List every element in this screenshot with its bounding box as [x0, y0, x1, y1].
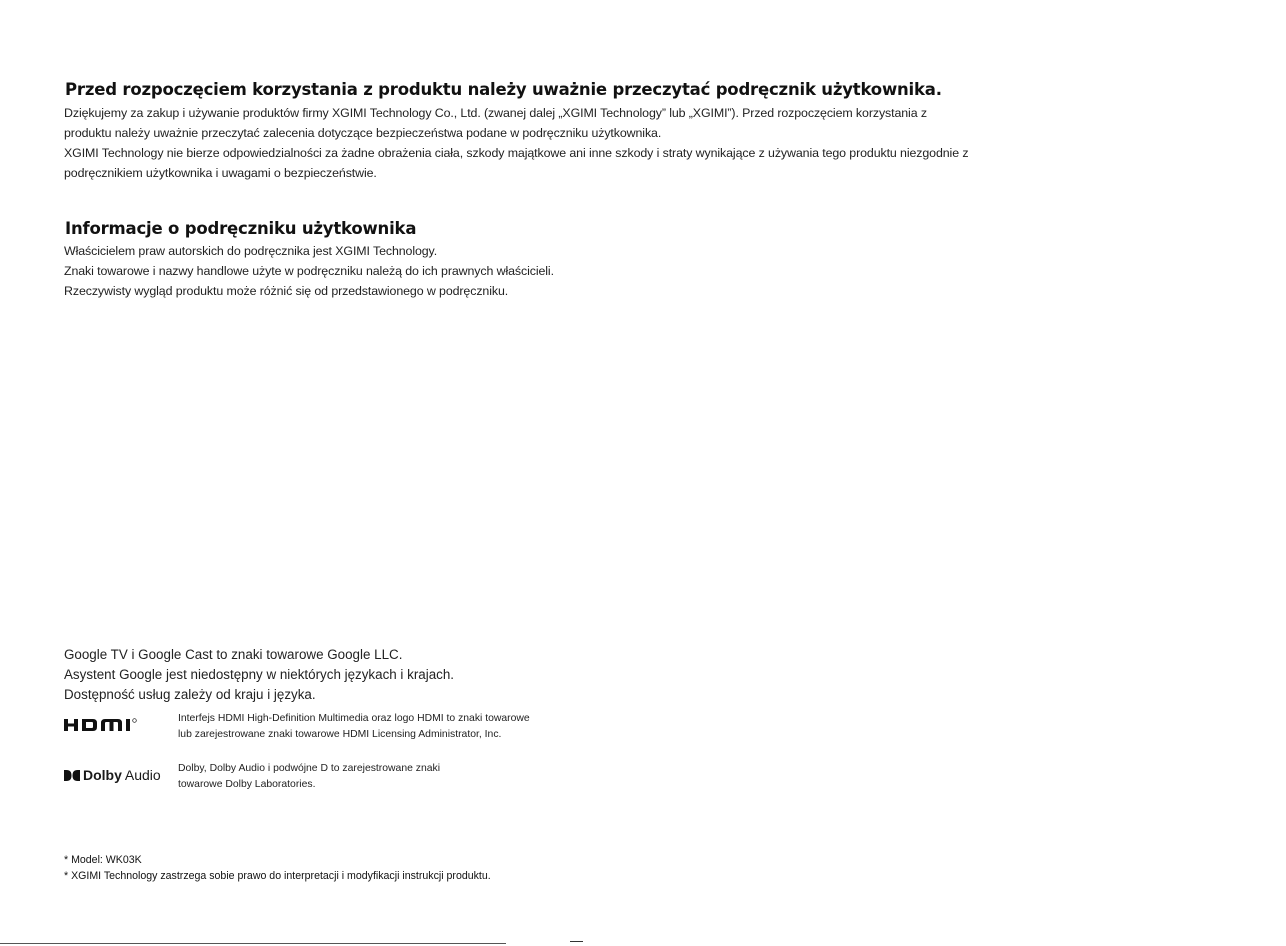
section-manual-info-body	[64, 241, 974, 301]
appearance-line: Rzeczywisty wygląd produktu może różnić się od przedstawionego w podręczniku.	[64, 284, 509, 298]
section-title-manual-info: Informacje o podręczniku użytkownika	[65, 219, 417, 238]
dolby-trademark-text: Dolby, Dolby Audio i podwójne D to zarejestrowane znaki towarowe Dolby Laboratories.	[178, 763, 441, 790]
google-trademark-line: Google TV i Google Cast to znaki towarowe Google LLC.	[64, 647, 403, 662]
dolby-logo-word: Dolby	[83, 767, 122, 783]
section-title-before-use: Przed rozpoczęciem korzystania z produktu należy uważnie przeczytać podręcznik użytkownika.	[65, 80, 942, 99]
copyright-line: Właścicielem praw autorskich do podręcznika jest XGIMI Technology.	[64, 244, 438, 258]
trademark-owners-line: Znaki towarowe i nazwy handlowe użyte w podręczniku należą do ich prawnych właścicieli.	[64, 264, 554, 278]
hdmi-logo-icon	[64, 718, 152, 732]
rights-note: * XGIMI Technology zastrzega sobie prawo do interpretacji i modyfikacji instrukcji produktu.	[64, 870, 491, 882]
hdmi-trademark-text: Interfejs HDMI High-Definition Multimedia oraz logo HDMI to znaki towarowe lub zarejestrowane znaki towarowe HDMI Licensing Administrator, Inc.	[178, 713, 530, 740]
model-note: * Model: WK03K	[64, 854, 142, 866]
dolby-logo-suffix: Audio	[124, 767, 161, 783]
service-availability-line: Dostępność usług zależy od kraju i języka.	[64, 687, 316, 702]
assistant-availability-line: Asystent Google jest niedostępny w niektórych językach i krajach.	[64, 667, 455, 682]
dolby-trademark-row	[64, 761, 478, 792]
dolby-logo	[64, 761, 178, 783]
hdmi-logo	[64, 711, 178, 732]
google-trademarks	[64, 645, 454, 705]
liability-paragraph: XGIMI Technology nie bierze odpowiedzialności za żadne obrażenia ciała, szkody majątkowe ani inne szkody i straty wynikające z używania tego produktu niezgodnie z podręcznikiem użytkownika i uwagami o bezpieczeństwie.	[64, 146, 969, 180]
footer-notes	[64, 852, 491, 884]
dolby-double-d-icon	[64, 770, 80, 781]
page-bottom-rule	[0, 943, 506, 944]
page-marker-rule	[570, 941, 583, 942]
thank-you-paragraph: Dziękujemy za zakup i używanie produktów firmy XGIMI Technology Co., Ltd. (zwanej dalej „XGIMI Technology” lub „XGIMI”). Przed rozpoczęciem korzystania z produktu należy uważnie przeczytać zalecenia dotyczące bezpieczeństwa podane w podręczniku użytkownika.	[64, 106, 927, 140]
section-before-use-body	[64, 103, 974, 183]
hdmi-trademark-row	[64, 711, 538, 742]
